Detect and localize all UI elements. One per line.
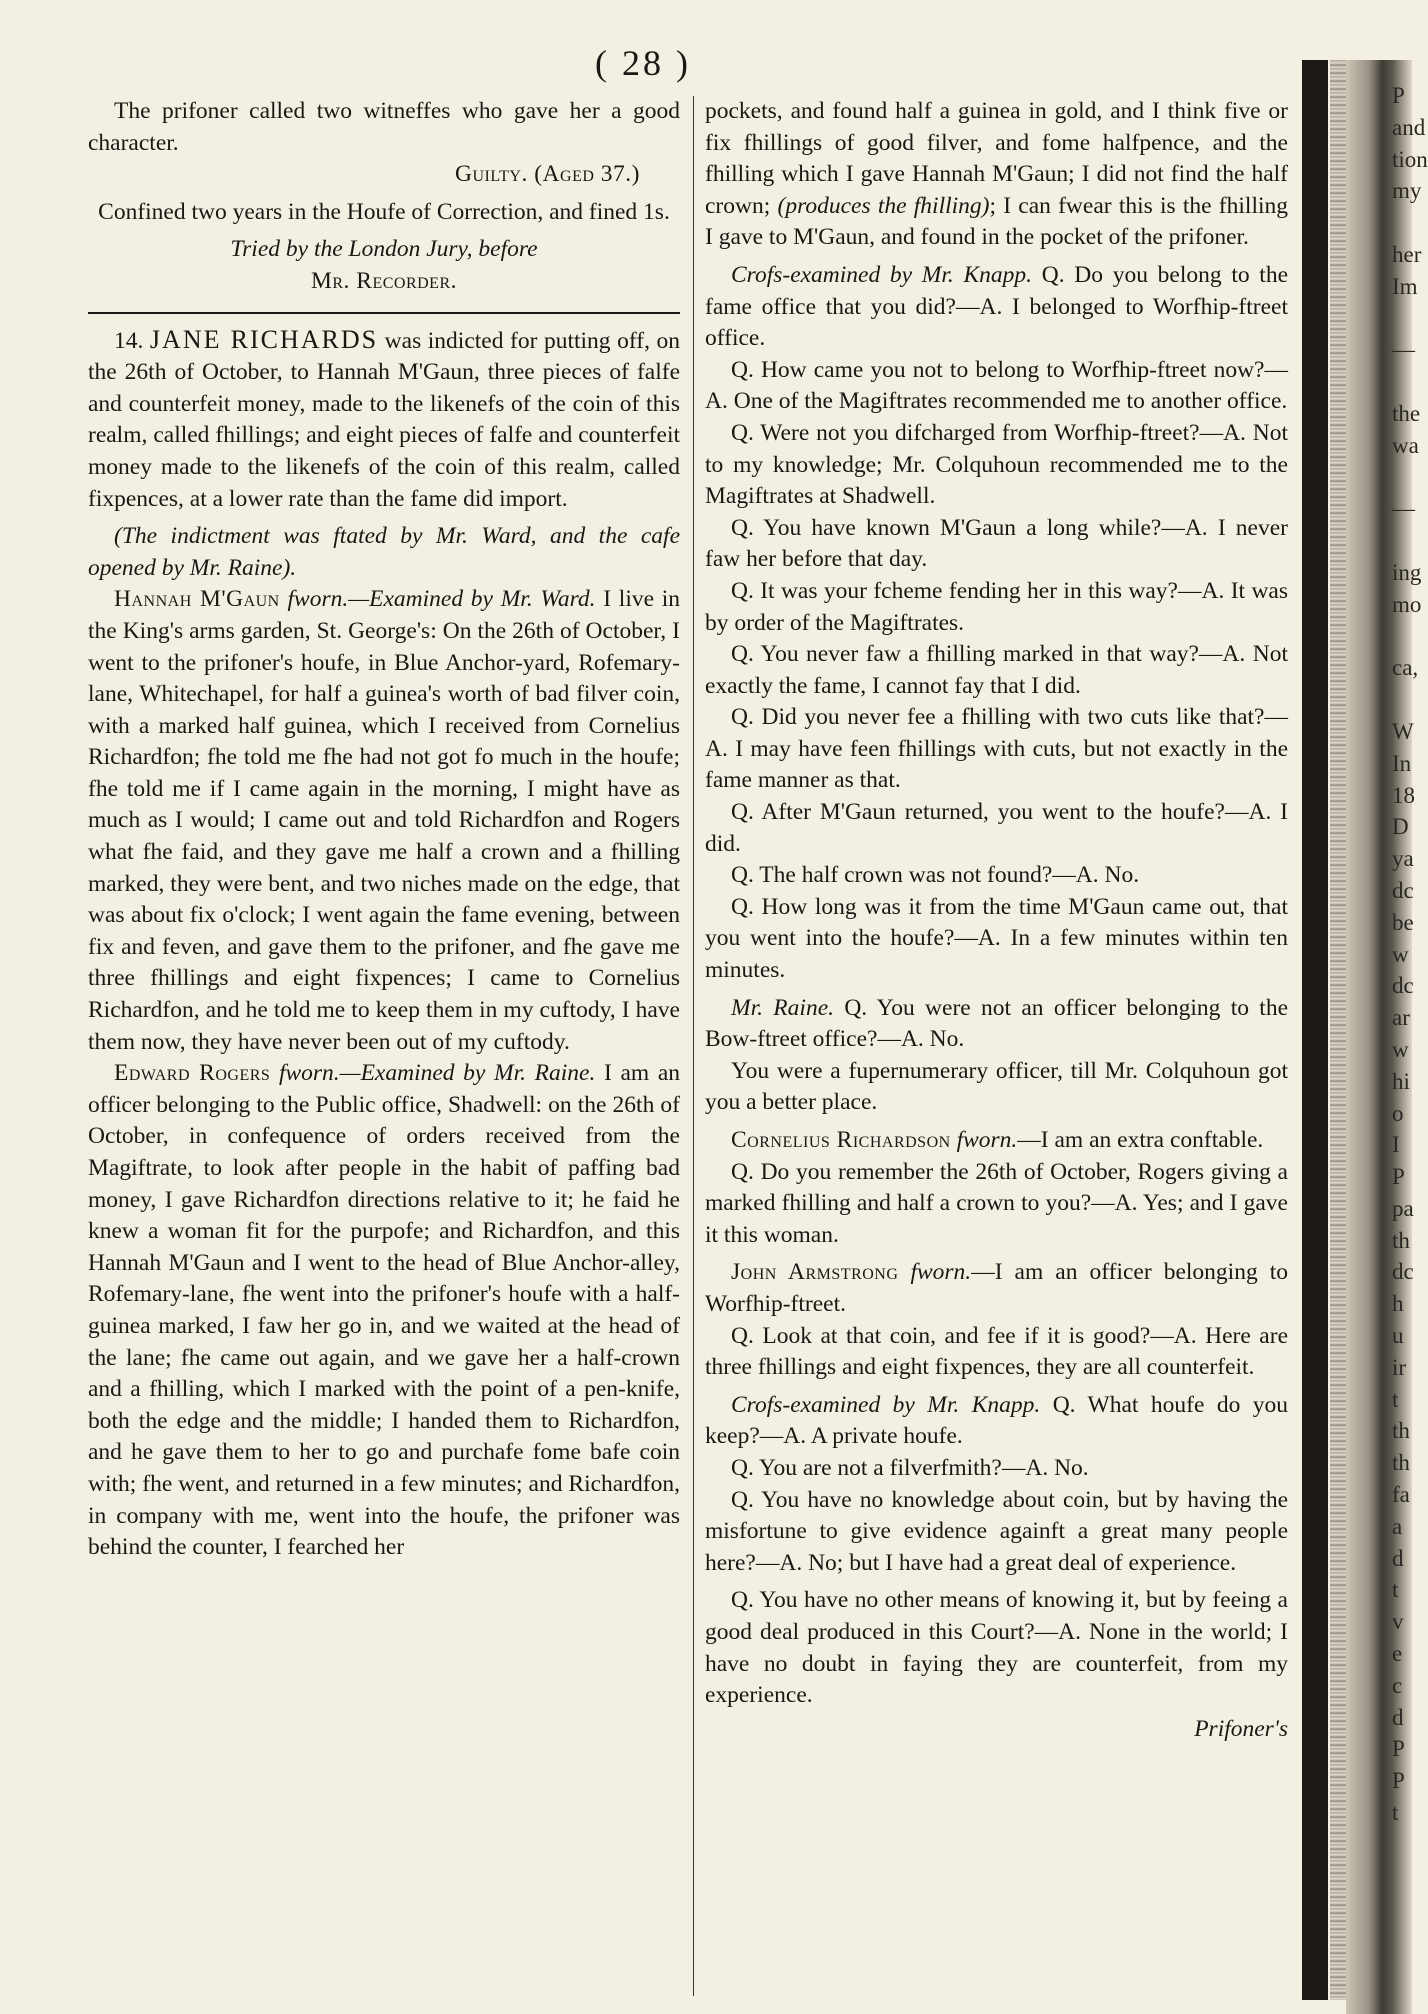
bleed-fragment: v (1392, 1609, 1404, 1635)
bleed-fragment: t (1392, 1577, 1399, 1603)
cross-examination (705, 1390, 1288, 1453)
right-column (705, 96, 1288, 1745)
bleed-fragment: t (1392, 1386, 1399, 1412)
qa-line: Q. After M'Gaun returned, you went to the houfe?—A. I did. (705, 799, 1288, 857)
page-gutter-shadow (1302, 60, 1328, 2000)
column-divider (693, 96, 694, 1996)
bleed-fragment: ir (1392, 1354, 1407, 1380)
witness-testimony (705, 1125, 1288, 1157)
witness-testimony (705, 1257, 1288, 1320)
stage-direction: (produces the fhilling) (777, 192, 990, 219)
facing-page-bleed (1392, 80, 1428, 1829)
qa-line: Q. Did you never fee a fhilling with two cuts like that?—A. I may have feen fhillings with cuts, but not exactly in the fame manner as that. (705, 704, 1288, 794)
qa-line: Q. How long was it from the time M'Gaun came out, that you went into the houfe?—A. In a few minutes within ten minutes. (705, 893, 1288, 984)
bleed-fragment: be (1392, 909, 1414, 935)
bleed-fragment: pa (1392, 1195, 1414, 1221)
bleed-fragment: d (1392, 1545, 1404, 1571)
witness-text: I live in the King's arms garden, St. George's: On the 26th of October, I went to the prifoner's houfe, in Blue Anchor-yard, Rofemary-lane, Whitechapel, for half a guinea's worth of bad filver coin, with a marked half guinea, which I received from Cornelius Richardfon; fhe told me fhe had not got fo much in the houfe; fhe told me if I came again in the morning, I might have as much as I would; I came out and told Richardfon and Rogers what fhe faid, and they gave me half a crown and a fhilling marked, they were bent, and two niches made on the edge, that was about fix o'clock; I went again the fame evening, between fix and feven, and gave them to the prifoner, and fhe gave me three fhillings and eight fixpences; I came to Cornelius Richardfon, and he told me to keep them in my cuftody, I have them now, they have never been out of my cuftody. (88, 586, 681, 1055)
qa-line: Q. Look at that coin, and fee if it is good?—A. Here are three fhillings and eight fixpences, they are all counterfeit. (705, 1322, 1288, 1381)
bleed-fragment: — (1392, 496, 1415, 522)
bleed-fragment: P (1392, 83, 1405, 108)
cross-exam-heading: Crofs-examined by Mr. Knapp. (731, 1391, 1041, 1418)
qa-line: Q. You never faw a fhilling marked in that way?—A. Not exactly the fame, I cannot fay that I did. (705, 641, 1288, 699)
bleed-fragment: wa (1392, 432, 1419, 458)
bleed-fragment (1392, 621, 1412, 653)
re-examination (705, 993, 1288, 1056)
bleed-fragment: tion (1392, 146, 1428, 172)
bleed-fragment: ya (1392, 846, 1414, 872)
bleed-fragment: ca, (1392, 655, 1419, 681)
sentence: Confined two years in the Houfe of Correction, and fined 1s. (98, 198, 670, 225)
testimony-continuation (705, 96, 1288, 254)
bleed-fragment: t (1392, 1800, 1399, 1826)
witness-name: John Armstrong (731, 1259, 899, 1286)
bleed-fragment: the (1392, 400, 1421, 426)
bleed-fragment: and (1392, 114, 1426, 140)
bleed-fragment (1392, 366, 1412, 398)
bleed-fragment: dc (1392, 973, 1414, 999)
bleed-fragment (1392, 684, 1412, 716)
witness-text: —I am an extra conftable. (1017, 1127, 1264, 1153)
page-number: ( 28 ) (595, 43, 691, 83)
witness-sworn: fworn.—Examined by Mr. Raine. (278, 1060, 596, 1087)
bleed-fragment: u (1392, 1323, 1404, 1349)
bleed-fragment (1392, 303, 1412, 335)
bleed-fragment: th (1392, 1450, 1410, 1476)
bleed-fragment: ing (1392, 559, 1422, 585)
bleed-fragment: w (1392, 941, 1409, 967)
witness-name: Cornelius Richardson (731, 1127, 951, 1153)
witness-text: I am an officer belonging to the Public office, Shadwell: on the 26th of October, in confequence of orders received from the Magiftrate, to look after people in the habit of paffing bad money, I gave Richardfon directions relative to it; he faid he knew a woman fit for the purpofe; and Richardfon, and this Hannah M'Gaun and I went to the head of Blue Anchor-alley, Rofemary-lane, fhe went into the prifoner's houfe with a half-guinea marked, I faw her go in, and we waited at the head of the lane; fhe came out again, and we gave her a half-crown and a fhilling, which I marked with the point of a pen-knife, both the edge and the middle; I handed them to Richardfon, and he gave them to her to go and purchafe fome bafe coin with; fhe went, and returned in a few minutes; and Richardfon, in company with me, went into the houfe, the prifoner was behind the counter, I fearched her (88, 1060, 681, 1561)
bleed-fragment: P (1392, 1736, 1405, 1762)
witness-sworn: fworn. (956, 1127, 1018, 1153)
bleed-fragment: o (1392, 1100, 1404, 1126)
witness-testimony (88, 1058, 680, 1564)
bleed-fragment: e (1392, 1641, 1403, 1667)
court-note: You were a fupernumerary officer, till Mr. Colquhoun got you a better place. (705, 1057, 1288, 1116)
bleed-fragment: mo (1392, 591, 1422, 617)
tried-by: Tried by the London Jury, before (230, 236, 538, 263)
qa-line: Q. You have no knowledge about coin, but by having the misfortune to give evidence againft a great many people here?—A. No; but I have had a great deal of experience. (705, 1486, 1288, 1576)
witness-name: Hannah M'Gaun (114, 586, 280, 613)
qa-line: Q. You have known M'Gaun a long while?—A. I never faw her before that day. (705, 514, 1288, 573)
bleed-fragment: P (1392, 1768, 1405, 1794)
case-separator-rule (88, 312, 680, 314)
bleed-fragment: h (1392, 1291, 1404, 1317)
previous-case-witnesses: The prifoner called two witneffes who gave her a good character. (88, 98, 680, 156)
bleed-fragment: my (1392, 178, 1422, 204)
bleed-fragment (1392, 207, 1412, 239)
bleed-fragment: ar (1392, 1005, 1410, 1031)
recorder: Mr. Recorder. (310, 267, 458, 294)
verdict: Guilty. (Aged 37.) (455, 161, 640, 188)
bleed-fragment: Im (1392, 273, 1418, 299)
qa-line: Q. You have no other means of knowing it, but by feeing a good deal produced in this Court?—A. None in the world; I have no doubt in faying they are counterfeit, from my experience. (705, 1587, 1288, 1709)
witness-name: Edward Rogers (114, 1060, 271, 1087)
bleed-fragment: 18 (1392, 782, 1415, 808)
cross-exam-heading: Crofs-examined by Mr. Knapp. (731, 261, 1033, 288)
qa-line: Q. How came you not to belong to Worfhip-ftreet now?—A. One of the Magiftrates recommended me to another office. (705, 356, 1288, 415)
bleed-fragment (1392, 525, 1412, 557)
bleed-fragment: W (1392, 718, 1414, 744)
qa-line: Q. What houfe do you keep?—A. A private houfe. (705, 1391, 1288, 1450)
testimony-text: pockets, and found half a guinea in gold, and I think five or fix fhillings of good filver, and fome halfpence, and the fhilling which I gave Hannah M'Gaun; I did not find the half crown; (705, 98, 1288, 219)
bleed-fragment: — (1392, 337, 1415, 363)
qa-line: Q. Do you belong to the fame office that you did?—A. I belonged to Worfhip-ftreet office. (705, 261, 1289, 352)
qa-line: Q. Do you remember the 26th of October, Rogers giving a marked fhilling and half a crown to you?—A. Yes; and I gave it this woman. (705, 1158, 1288, 1248)
qa-line: Q. Were not you difcharged from Worfhip-ftreet?—A. Not to my knowledge; Mr. Colquhoun recommended me to the Magiftrates at Shadwell. (705, 419, 1288, 510)
case-number: 14. (114, 327, 144, 354)
testimony-text: ; I can fwear this is the fhilling I gave to M'Gaun, and found in the pocket of the prifoner. (705, 192, 1289, 251)
qa-line: Q. It was your fcheme fending her in this way?—A. It was by order of the Magiftrates. (705, 577, 1288, 636)
case-opening (88, 324, 680, 516)
bleed-fragment: fa (1392, 1482, 1410, 1508)
bleed-fragment: hi (1392, 1068, 1410, 1094)
bleed-fragment: w (1392, 1036, 1409, 1062)
cross-examination (705, 260, 1288, 355)
examiner-heading: Mr. Raine. (731, 994, 834, 1021)
bleed-fragment: th (1392, 1227, 1410, 1253)
page-gutter-speckle (1330, 60, 1346, 2000)
bleed-fragment: P (1392, 1164, 1405, 1190)
bleed-fragment: In (1392, 750, 1412, 776)
bleed-fragment: I (1392, 1132, 1400, 1158)
qa-line: Q. The half crown was not found?—A. No. (731, 862, 1140, 889)
bleed-fragment: her (1392, 241, 1422, 267)
qa-line: Q. You were not an officer belonging to the Bow-ftreet office?—A. No. (705, 994, 1288, 1053)
bleed-fragment: c (1392, 1672, 1403, 1698)
defendant-name: JANE RICHARDS (149, 324, 379, 354)
indictment-text: was indicted for putting off, on the 26th of October, to Hannah M'Gaun, three pieces of falfe and counterfeit money, made to the likenefs of the coin of this realm, called fhillings; and eight pieces of falfe and counterfeit money made to the likenefs of the coin of this realm, called fixpences, at a lower rate than the fame did import. (88, 327, 680, 512)
bleed-fragment: dc (1392, 1259, 1414, 1285)
bleed-fragment: d (1392, 1704, 1404, 1730)
qa-line: Q. You are not a filverfmith?—A. No. (731, 1454, 1089, 1481)
catchword: Prifoner's (1194, 1715, 1288, 1742)
indictment-note: (The indictment was ftated by Mr. Ward, and the cafe opened by Mr. Raine). (88, 523, 680, 581)
bleed-fragment: a (1392, 1513, 1403, 1539)
left-column (88, 96, 680, 1564)
witness-sworn: fworn. (910, 1259, 972, 1286)
witness-testimony (88, 584, 680, 1058)
bleed-fragment (1392, 462, 1412, 494)
bleed-fragment: D (1392, 814, 1409, 840)
bleed-fragment: th (1392, 1418, 1410, 1444)
bleed-fragment: dc (1392, 877, 1414, 903)
witness-text: —I am an officer belonging to Worfhip-ftreet. (705, 1259, 1288, 1317)
witness-sworn: fworn.—Examined by Mr. Ward. (287, 586, 596, 613)
